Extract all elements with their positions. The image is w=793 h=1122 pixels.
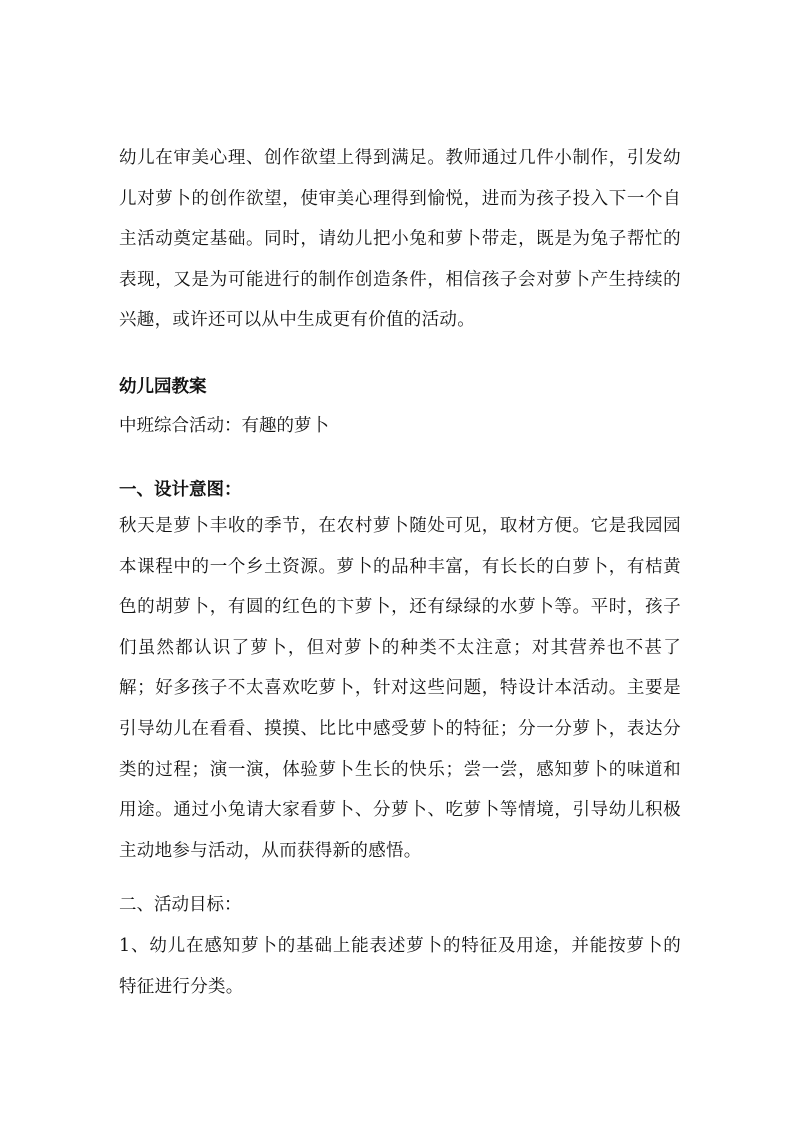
section-design-intent-title: 一、设计意图： (119, 480, 242, 500)
goal-item-1: 1、幼儿在感知萝卜的基础上能表述萝卜的特征及用途，并能按萝卜的特征进行分类。 (119, 936, 681, 997)
document-heading: 幼儿园教案 (119, 377, 207, 397)
intro-paragraph: 幼儿在审美心理、创作欲望上得到满足。教师通过几件小制作，引发幼儿对萝卜的创作欲望，使审美心理得到愉悦，进而为孩子投入下一个自主活动奠定基础。同时，请幼儿把小兔和萝卜带走，既是为兔子帮忙的表现，又是为可能进行的制作创造条件，相信孩子会对萝卜产生持续的兴趣，或许还可以从中生成更有价值的活动。 (119, 148, 681, 331)
design-intent-paragraph: 秋天是萝卜丰收的季节，在农村萝卜随处可见，取材方便。它是我园园本课程中的一个乡土资源。萝卜的品种丰富，有长长的白萝卜，有桔黄色的胡萝卜，有圆的红色的卞萝卜，还有绿绿的水萝卜等。平时，孩子们虽然都认识了萝卜，但对萝卜的种类不太注意；对其营养也不甚了解；好多孩子不太喜欢吃萝卜，针对这些问题，特设计本活动。主要是引导幼儿在看看、摸摸、比比中感受萝卜的特征；分一分萝卜，表达分类的过程；演一演，体验萝卜生长的快乐；尝一尝，感知萝卜的味道和用途。通过小兔请大家看萝卜、分萝卜、吃萝卜等情境，引导幼儿积极主动地参与活动，从而获得新的感悟。 (119, 516, 681, 861)
section-goals-title: 二、活动目标： (119, 895, 242, 915)
lesson-subtitle: 中班综合活动：有趣的萝卜 (119, 416, 329, 436)
